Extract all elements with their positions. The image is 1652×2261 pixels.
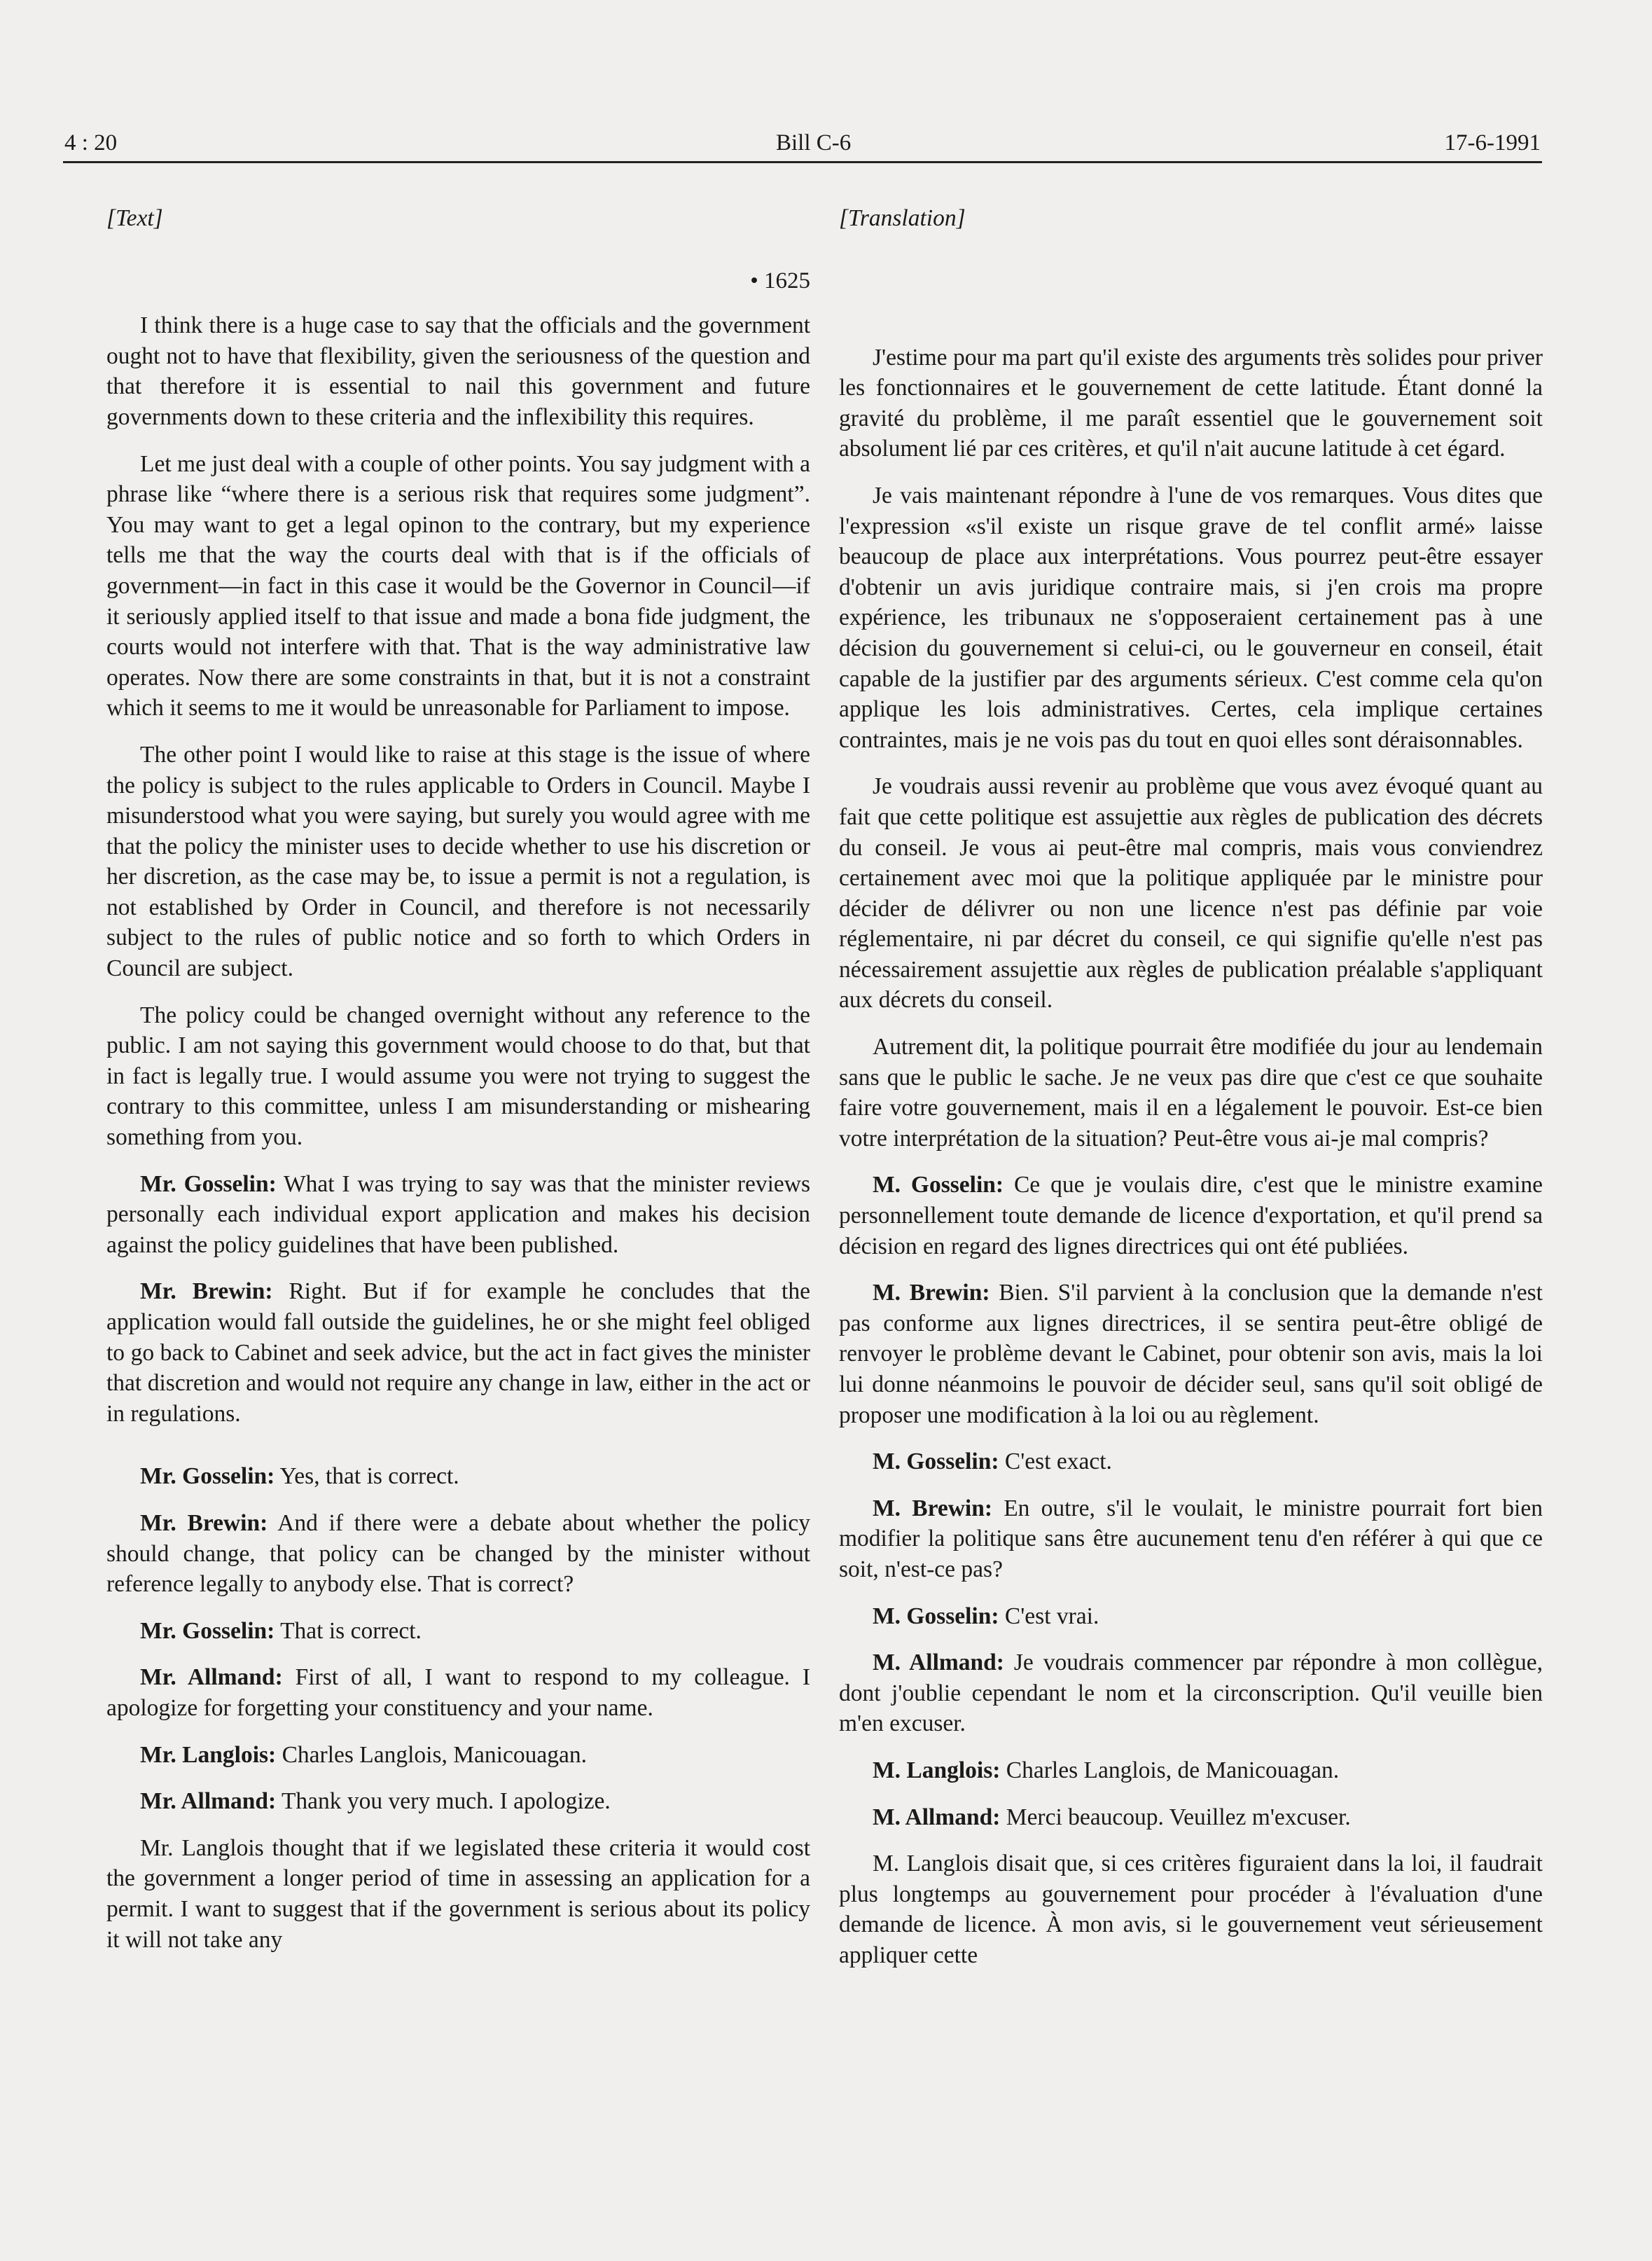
speaker-name: Mr. Gosselin: xyxy=(140,1463,275,1490)
speech xyxy=(106,1276,810,1429)
speech xyxy=(839,1601,1543,1632)
page-date: 17-6-1991 xyxy=(1444,130,1541,155)
speech xyxy=(106,1740,810,1771)
speech xyxy=(106,1169,810,1261)
paragraph: J'estime pour ma part qu'il existe des arguments très solides pour priver les fonctionnaires et le gouvernement de cette latitude. Étant donné la gravité du problème, il me paraît essentiel que le gouvernement soit absolument lié par ces critères, et qu'il n'ait aucune latitude à cet égard. xyxy=(839,344,1543,462)
bill-title: Bill C-6 xyxy=(776,130,852,155)
speaker-name: Mr. Allmand: xyxy=(140,1664,283,1691)
speaker-name: M. Langlois: xyxy=(873,1757,1001,1783)
paragraph: The other point I would like to raise at this stage is the issue of where the policy is subject to the rules applicable to Orders in Council. Maybe I misunderstood what you were saying, but surely you would agree with me that the policy the minister uses to decide whether to use his discretion or her discretion, as the case may be, to issue a permit is not a regulation, is not established by Order in Council, and therefore is not necessarily subject to the rules of public notice and so forth to which Orders in Council are subject. xyxy=(106,741,810,982)
paragraph: The policy could be changed overnight without any reference to the public. I am not saying this government would choose to do that, but that in fact is legally true. I would assume you were not trying to suggest the contrary to this committee, unless I am misunderstanding or mishearing something from you. xyxy=(106,1002,810,1151)
paragraph: M. Langlois disait que, si ces critères figuraient dans la loi, il faudrait plus longtemps au gouvernement pour procéder à l'évaluation d'une demande de licence. À mon avis, si le gouvernement veut sérieusement appliquer cette xyxy=(839,1851,1543,1968)
page-header xyxy=(63,129,1542,163)
speaker-name: Mr. Gosselin: xyxy=(140,1617,275,1644)
speaker-name: Mr. Brewin: xyxy=(140,1278,273,1305)
paragraph: Mr. Langlois thought that if we legislated these criteria it would cost the government a longer period of time in assessing an application for a permit. I want to suggest that if the government is serious about its policy it will not take any xyxy=(106,1834,810,1953)
text-label: [Text] xyxy=(106,205,163,231)
speaker-name: Mr. Brewin: xyxy=(140,1509,268,1536)
speech-text: Ce que je voulais dire, c'est que le ministre examine personnellement toute demande de licence d'exportation, et qu'il prend sa décision en regard des lignes directrices qui ont été publiées. xyxy=(839,1172,1543,1259)
english-column xyxy=(106,203,810,1971)
speech xyxy=(839,1493,1543,1585)
translation-label: [Translation] xyxy=(839,205,966,231)
paragraph: Je vais maintenant répondre à l'une de vos remarques. Vous dites que l'expression «s'il existe un risque grave de tel conflit armé» laisse beaucoup de place aux interprétations. Vous pourrez peut-être essayer d'obtenir un avis juridique contraire mais, si j'en crois ma propre expérience, les tribunaux ne s'opposeraient certainement pas à une décision du gouvernement si celui-ci, ou le gouverneur en conseil, était capable de la justifier par des arguments sérieux. C'est comme cela qu'on applique les lois administratives. Certes, cela implique certaines contraintes, mais je ne vois pas du tout en quoi elles sont déraisonnables. xyxy=(839,482,1543,753)
speech xyxy=(106,1662,810,1723)
speech xyxy=(106,1616,810,1647)
speech xyxy=(106,1508,810,1600)
speech-text: Merci beaucoup. Veuillez m'excuser. xyxy=(1000,1804,1351,1830)
page-number: 4 : 20 xyxy=(64,130,118,155)
paragraph: Autrement dit, la politique pourrait être modifiée du jour au lendemain sans que le public le sache. Je ne veux pas dire que c'est ce que souhaite faire votre gouvernement, mais il en a légalement le pouvoir. Est-ce bien votre interprétation de la situation? Peut-être vous ai-je mal compris? xyxy=(839,1034,1543,1152)
speaker-name: Mr. Gosselin: xyxy=(140,1170,277,1197)
speech-text: And if there were a debate about whether the policy should change, that policy can be changed by the minister without reference legally to anybody else. That is correct? xyxy=(106,1509,810,1598)
speech-text: Bien. S'il parvient à la conclusion que la demande n'est pas conforme aux lignes directrices, il se sentira peut-être obligé de renvoyer le problème devant le Cabinet, pour obtenir son avis, mais la loi lui donne néanmoins le pouvoir de décider seul, sans qu'il soit obligé de proposer une modification à la loi ou au règlement. xyxy=(839,1280,1543,1428)
speech-text: What I was trying to say was that the minister reviews personally each individual export application and makes his decision against the policy guidelines that have been published. xyxy=(106,1170,810,1258)
time-marker: • 1625 xyxy=(750,268,810,293)
speech-text: C'est exact. xyxy=(999,1448,1112,1475)
paragraph: Let me just deal with a couple of other points. You say judgment with a phrase like “where there is a serious risk that requires some judgment”. You may want to get a legal opinon to the contrary, but my experience tells me that the way the courts deal with that is if the officials of government—in fact in this case it would be the Governor in Council—if it seriously applied itself to that issue and made a bona fide judgment, the courts would not interfere with that. That is the way administrative law operates. Now there are some constraints in that, but it is not a constraint which it seems to me it would be unreasonable for Parliament to impose. xyxy=(106,450,810,721)
speaker-name: M. Gosselin: xyxy=(873,1603,999,1629)
french-column xyxy=(839,203,1543,1987)
speech xyxy=(106,1786,810,1817)
speaker-name: M. Gosselin: xyxy=(873,1448,999,1475)
speaker-name: M. Brewin: xyxy=(873,1280,990,1306)
speaker-name: M. Allmand: xyxy=(873,1650,1004,1676)
speech-text: Right. But if for example he concludes that the application would fall outside the guidelines, he or she might feel obliged to go back to Cabinet and seek advice, but the act in fact gives the minister that discretion and would not require any change in law, either in the act or in regulations. xyxy=(106,1278,810,1427)
speech-text: Thank you very much. I apologize. xyxy=(276,1788,611,1815)
speech xyxy=(106,1461,810,1492)
speech xyxy=(839,1755,1543,1786)
speech xyxy=(839,1446,1543,1477)
speaker-name: Mr. Langlois: xyxy=(140,1741,277,1768)
speech xyxy=(839,1278,1543,1430)
speaker-name: Mr. Allmand: xyxy=(140,1788,277,1815)
speech-text: That is correct. xyxy=(275,1617,422,1644)
speech-text: Charles Langlois, de Manicouagan. xyxy=(1000,1757,1340,1783)
speech xyxy=(839,1802,1543,1833)
speech-text: First of all, I want to respond to my colleague. I apologize for forgetting your constituency and your name. xyxy=(106,1664,810,1721)
speech xyxy=(839,1170,1543,1261)
speech-text: C'est vrai. xyxy=(999,1603,1099,1629)
speech-text: Yes, that is correct. xyxy=(275,1463,459,1490)
paragraph: Je voudrais aussi revenir au problème que vous avez évoqué quant au fait que cette politique est assujettie aux règles de publication des décrets du conseil. Je vous ai peut-être mal compris, mais vous conviendrez certainement avec moi que la politique appliquée par le ministre pour décider de délivrer ou non une licence n'est pas définie par voie réglementaire, ni par décret du conseil, ce qui signifie qu'elle n'est pas nécessairement assujettie aux règles de publication préalable s'appliquant aux décrets du conseil. xyxy=(839,773,1543,1014)
speech-text: En outre, s'il le voulait, le ministre pourrait fort bien modifier la politique sans être aucunement tenu d'en référer à qui que ce soit, n'est-ce pas? xyxy=(839,1495,1543,1582)
speaker-name: M. Brewin: xyxy=(873,1495,992,1521)
speech xyxy=(839,1647,1543,1739)
speaker-name: M. Allmand: xyxy=(873,1804,1001,1830)
paragraph: I think there is a huge case to say that the officials and the government ought not to have that flexibility, given the seriousness of the question and that therefore it is essential to nail this government and future governments down to these criteria and the inflexibility this requires. xyxy=(106,312,810,430)
speech-text: Charles Langlois, Manicouagan. xyxy=(276,1741,587,1768)
speech-text: Je voudrais commencer par répondre à mon collègue, dont j'oublie cependant le nom et la circonscription. Qu'il veuille bien m'en excuser. xyxy=(839,1650,1543,1737)
speaker-name: M. Gosselin: xyxy=(873,1172,1004,1198)
